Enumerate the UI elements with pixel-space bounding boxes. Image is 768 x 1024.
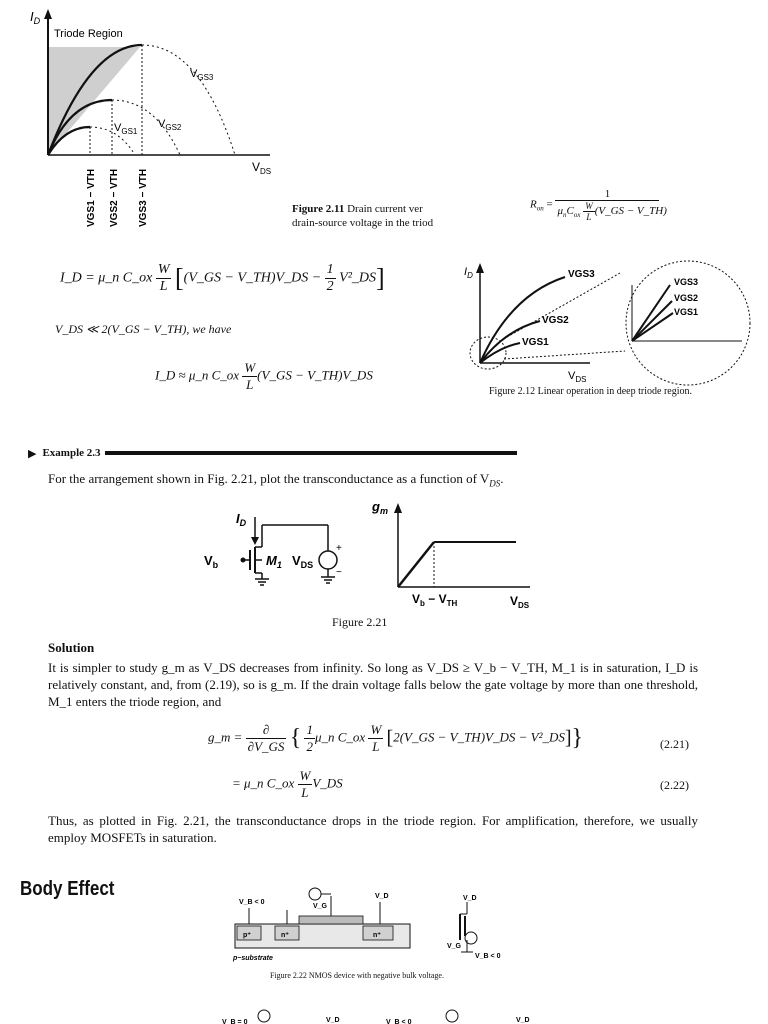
gm-triode-segment	[398, 542, 434, 587]
ron-w: W	[585, 201, 593, 211]
equation-2-22	[232, 768, 343, 801]
eq222-l: L	[301, 785, 309, 800]
be-n-plus-2: n⁺	[373, 932, 381, 939]
example-title: Example 2.3	[42, 447, 101, 459]
gate-poly	[299, 916, 363, 924]
eq221-lhs: g_m =	[208, 729, 243, 745]
id-eq-half-num: 1	[326, 262, 334, 277]
example-statement-text: For the arrangement shown in Fig. 2.21, plot the transconductance as a function of V	[48, 471, 490, 486]
fig221-x-axis-label: $V_{DS}$	[510, 594, 530, 610]
figure-2-12-caption: Figure 2.12 Linear operation in deep triode region.	[489, 386, 692, 397]
approx-tail: (V_GS − V_TH)V_DS	[257, 367, 373, 383]
fig212-label-vgs2: VGS2	[542, 315, 569, 326]
eq222-lhs: = μ_n C_ox	[232, 775, 295, 791]
bottom-vd2: V_D	[516, 1017, 530, 1024]
eq221-partial-num: ∂	[246, 722, 287, 739]
id-eq-half-den: 2	[326, 279, 334, 294]
id-eq-body: (V_GS − V_TH)V_DS −	[183, 270, 322, 286]
solution-paragraph-2: Thus, as plotted in Fig. 2.21, the transconductance drops in the triode region. For amplification, therefore, we usually employ MOSFETs in saturation.	[48, 813, 698, 845]
example-statement	[48, 470, 504, 493]
id-eq-tail: V²_DS	[339, 270, 377, 286]
ron-fraction	[555, 188, 668, 222]
example-statement-sub: DS	[489, 478, 501, 489]
ron-lhs-sub: on	[536, 204, 544, 213]
caption-line-1: Drain current ver	[347, 203, 423, 215]
be-sym-vb: V_B < 0	[475, 953, 501, 960]
fig221-gm-label: $g_m$	[372, 499, 388, 516]
id-eq-lhs: I_D = μ_n C_ox	[60, 270, 153, 286]
bottom-vb0: V_B = 0	[222, 1019, 248, 1024]
ron-c-sub: ox	[573, 211, 581, 220]
figure-2-11-caption	[292, 202, 442, 230]
tick-label-2: VGS2 − VTH	[109, 168, 120, 227]
approx-equation	[155, 360, 373, 393]
fig221-vds-label: $V_{DS}$	[292, 553, 314, 570]
equation-2-21: g_m = $\frac{\partial}{\partial V\_GS}$ { $\frac{1}{2}$ μ_n C_ox $\frac{W}{L}$ [2(V_GS − V_TH)V_DS − V²_DS]}	[208, 722, 584, 754]
bottom-source-icon-2	[446, 1010, 458, 1022]
id-equation: I_D = μ_n C_ox $\frac{W}{L}$ [(V_GS − V_TH)V_DS − $\frac{1}{2}$ V²_DS]	[60, 262, 385, 294]
ron-den	[555, 201, 668, 222]
eq221-body: μ_n C_ox	[314, 729, 366, 745]
id-arrow-head	[251, 537, 259, 545]
eq-number-2-22: (2.22)	[660, 778, 689, 792]
bottom-vblt0: V_B < 0	[386, 1019, 412, 1024]
figure-2-21-caption: Figure 2.21	[332, 615, 388, 629]
id-eq-l: L	[159, 279, 168, 294]
figure-bottom-partial	[190, 1008, 550, 1024]
ron-l: L	[586, 212, 592, 222]
y-axis-arrow	[44, 9, 52, 19]
body-effect-heading: Body Effect	[20, 878, 115, 900]
bottom-source-icon-1	[258, 1010, 270, 1022]
bottom-vd1: V_D	[326, 1017, 340, 1024]
fig212-zoom-line-vgs2	[632, 301, 672, 341]
example-marker-icon: ▶	[28, 447, 37, 460]
fig212-curve-vgs1	[480, 343, 520, 363]
example-rule	[105, 451, 517, 455]
figure-2-22	[225, 880, 515, 985]
gm-y-arrow	[394, 503, 402, 513]
region-label: Triode Region	[54, 28, 123, 40]
fig212-axis-x-label: $V_{DS}$	[568, 370, 587, 384]
solution-paragraph-1: It is simpler to study g_m as V_DS decreases from infinity. So long as V_DS ≥ V_b − V_TH, M_1 is in saturation, I_D is relatively constant, and, from (2.19), so is g_m. If the drain voltage falls below the gate voltage by more than one threshold, M_1 enters the triode region, and	[48, 660, 698, 709]
be-vd-label: V_D	[375, 893, 389, 900]
ron-num: 1	[555, 188, 659, 201]
eq221-l: L	[372, 739, 380, 754]
fig221-m1-label: $M_1$	[266, 553, 282, 570]
eq221-bracket: 2(V_GS − V_TH)V_DS − V²_DS	[393, 729, 565, 745]
ron-tail: (V_GS − V_TH)	[594, 205, 667, 218]
ron-mu-sub: n	[562, 211, 567, 220]
eq-number-2-21: (2.21)	[660, 737, 689, 751]
figure-2-22-caption: Figure 2.22 NMOS device with negative bulk voltage.	[270, 971, 444, 980]
eq221-half-den: 2	[306, 739, 313, 754]
ron-c: C	[566, 205, 574, 218]
fig212-zoom-label-vgs1: VGS1	[674, 307, 699, 317]
fig212-axis-y-label: $I_D$	[464, 266, 473, 280]
axis-x-label: $V_{DS}$	[252, 160, 272, 176]
fig221-plus: +	[336, 543, 342, 554]
label-vgs1: $V_{GS1}$	[114, 122, 138, 136]
fig212-label-vgs3: VGS3	[568, 269, 595, 280]
figure-2-12	[460, 255, 760, 405]
approx-l: L	[246, 377, 254, 392]
fig212-y-arrow	[476, 263, 484, 273]
be-vg-label: V_G	[313, 903, 328, 910]
ron-mu: μ	[557, 205, 563, 218]
fig221-minus: −	[336, 567, 342, 578]
label-vgs2: $V_{GS2}$	[158, 118, 182, 132]
be-sym-vd: V_D	[463, 895, 477, 902]
tick-label-1: VGS1 − VTH	[86, 168, 97, 227]
fig212-zoom-label-vgs3: VGS3	[674, 277, 699, 287]
vds-source-icon	[319, 551, 337, 569]
be-n-plus-1: n⁺	[281, 932, 289, 939]
label-vgs3: $V_{GS3}$	[190, 68, 214, 82]
be-substrate-label: p−substrate	[233, 955, 273, 962]
ron-lhs: R	[530, 198, 537, 211]
eq222-w: W	[299, 768, 311, 783]
figure-2-11	[30, 5, 280, 230]
solution-heading: Solution	[48, 640, 95, 655]
fig212-zoom-line-vgs1	[632, 313, 673, 341]
example-statement-end: .	[500, 471, 504, 486]
be-sym-vg: V_G	[447, 943, 462, 950]
example-header	[28, 446, 517, 460]
ron-equation: $R_{on}$ = 1 $\mu_nC_{ox}$ $\frac{W}{L}$ (V_GS − V_TH)	[530, 188, 667, 222]
figure-2-21	[200, 495, 560, 610]
eq221-partial-den: ∂V_GS	[247, 739, 285, 754]
approx-w: W	[244, 360, 256, 375]
tick-label-3: VGS3 − VTH	[138, 168, 149, 227]
curve-vgs3-dotted	[142, 45, 235, 155]
axis-y-label: $I_D$	[30, 9, 41, 26]
eq221-w: W	[370, 722, 382, 737]
fig212-zoom-line-2	[504, 351, 625, 359]
vg-source-icon	[309, 888, 321, 900]
fig221-id-label: $I_D$	[236, 511, 247, 528]
condition-text: V_DS ≪ 2(V_GS − V_TH), we have	[55, 322, 232, 336]
id-eq-w: W	[157, 262, 170, 277]
fig221-x-tick: $V_b - V_{TH}$	[412, 592, 458, 608]
caption-line-2: drain-source voltage in the triod	[292, 217, 434, 229]
caption-number: Figure 2.11	[292, 203, 345, 215]
approx-lhs: I_D ≈ μ_n C_ox	[155, 367, 240, 383]
fig212-zoom-line-vgs3	[632, 285, 670, 341]
fig221-vb-label: $V_b$	[204, 553, 219, 570]
be-p-plus: p⁺	[243, 932, 251, 939]
eq222-tail: V_DS	[312, 775, 343, 791]
be-vb-label: V_B < 0	[239, 899, 265, 906]
eq221-half-num: 1	[306, 722, 313, 737]
fig212-zoom-label-vgs2: VGS2	[674, 293, 699, 303]
fig212-label-vgs1: VGS1	[522, 337, 549, 348]
